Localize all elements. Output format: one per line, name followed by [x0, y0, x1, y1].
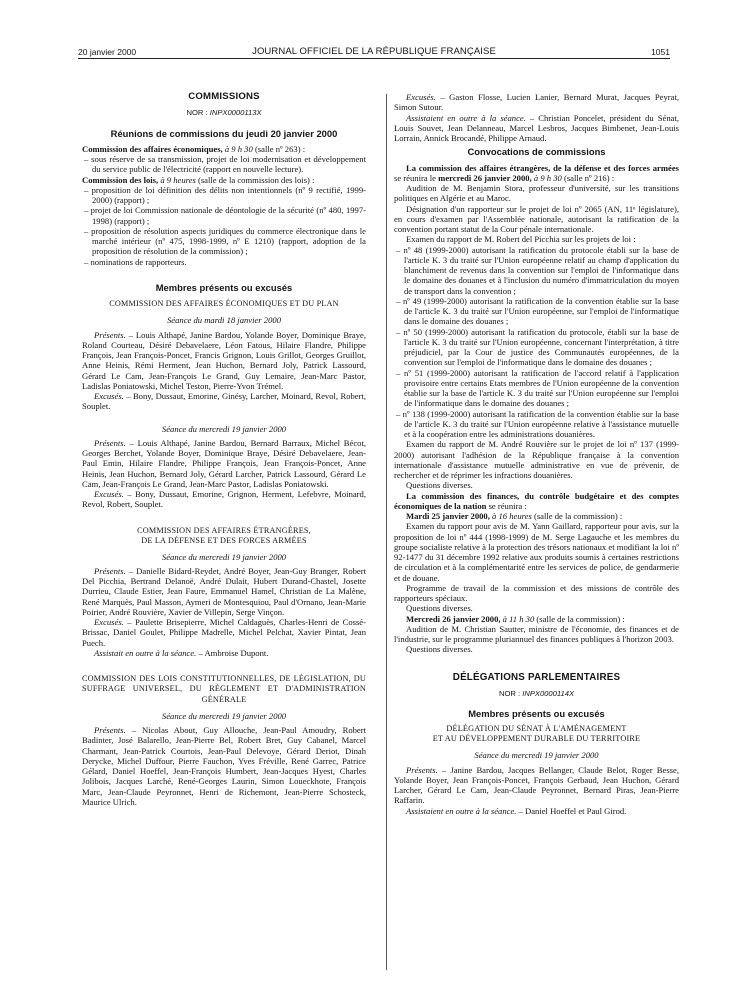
fin-date-line: [394, 511, 679, 521]
list-item: – sous réserve de sa transmission, projet de loi modernisation et développement du service public de l'électricité (rapport en nouvelle lecture).: [84, 154, 366, 175]
excuses-names: – Bony, Dussaut, Emorine, Ginésy, Larcher, Moinard, Revol, Robert, Souplet.: [82, 391, 367, 412]
presents-names: – Louis Althapé, Janine Bardou, Yolande Boyer, Dominique Braye, Roland Courteau, Désiré Debavelaere, Léon Fatous, Hilaire Flandre, Philippe François, Jean François-Poncet, Francis Grignon, Louis Grillot, Georges Gruillot, Anne Heinis, Rémi Herment, Jean Huchon, Bernard Joly, Patrick Lassourd, Gérard Le Cam, Jean-François Le Grand, Guy Lemaire, Jean-Marc Pastor, Ladislas Poniatowski, Michel Teston, Pierre-Yvon Trémel.: [82, 329, 366, 391]
header-page-number: 1051: [651, 47, 670, 57]
header-journal-title: JOURNAL OFFICIEL DE LA RÉPUBLIQUE FRANÇAISE: [252, 46, 496, 57]
delegation-line1: DÉLÉGATION DU SÉNAT À L'AMÉNAGEMENT: [446, 724, 627, 734]
nor-reference: [394, 689, 679, 699]
eco-lead: Commission des affaires économiques,: [82, 143, 223, 154]
lois-agenda-list: [82, 185, 366, 267]
nor-label: NOR :: [186, 108, 208, 118]
presents-label: Présents.: [94, 565, 126, 576]
etr-paragraph: Questions diverses.: [406, 480, 473, 491]
comm-lois-title: COMMISSION DES LOIS CONSTITUTIONNELLES, DE LÉGISLATION, DU SUFFRAGE UNIVERSEL, DU RÈGLEMENT ET D'ADMINISTRATION GÉNÉRALE: [82, 674, 366, 704]
eco-commission-line: [82, 144, 366, 154]
etr-lead: La commission des affaires étrangères, de la défense et des forces armées: [406, 162, 679, 173]
nor-reference: [82, 108, 366, 118]
eco-room: (salle nº 263) :: [254, 143, 306, 154]
lois-room: (salle de la commission des lois) :: [197, 174, 315, 185]
presents-names: – Danielle Bidard-Reydet, André Boyer, Jean-Guy Branger, Robert Del Picchia, Bertrand Delanoë, André Dulait, Hubert Durand-Chastel, Josette Durrieu, Claude Estier, Jean Faure, Emmanuel Hamel, Christian de La Malène, René Marquès, Paul Masson, Aymeri de Montesquiou, Paul d'Ornano, Jean-Marie Poirier, André Rouvière, Xavier de Villepin, Serge Vinçon.: [82, 565, 366, 617]
presents-names: – Janine Bardou, Jacques Bellanger, Claude Belot, Roger Besse, Yolande Boyer, Jean François-Poncet, François Gerbaud, Jean Huchon, Gérard Larcher, Gérard Le Cam, Jean-Claude Peyronnet, Bernard Piras, Jean-Pierre Raffarin.: [394, 764, 679, 806]
fin-paragraph: Questions diverses.: [406, 644, 473, 655]
seance-date: Séance du mercredi 19 janvier 2000: [161, 551, 287, 562]
excuses-label: Excusés.: [406, 92, 436, 102]
excuses-names: – Paulette Brisepierre, Michel Caldaguès, Charles-Henri de Cossé-Brissac, Daniel Goulet, Philippe Madrelle, Michel Pelchat, Xavier Pintat, Jean Puech.: [82, 617, 366, 648]
presents-label: Présents.: [406, 764, 438, 775]
list-item: – nº 49 (1999-2000) autorisant la ratification de la convention établie sur la base de l'article K. 3 du traité sur l'Union européenne, sur l'emploi de l'informatique dans le domaine des douanes ;: [396, 295, 679, 327]
lois-lead: Commission des lois,: [82, 174, 159, 185]
assistait-names: – Ambroise Dupont.: [198, 647, 269, 658]
presents-paragraph: [82, 566, 366, 617]
list-item: – nominations de rapporteurs.: [84, 256, 187, 267]
convocations-heading: Convocations de commissions: [467, 146, 606, 158]
assistait-paragraph: [82, 648, 366, 658]
fin-room1: (salle de la commission) :: [533, 511, 623, 521]
fin-paragraph: Examen du rapport pour avis de M. Yann Gaillard, rapporteur pour avis, sur la proposition de loi nº 444 (1998-1999) de M. Serge Lagauche et les membres du groupe socialiste relative à la protection des trésors nationaux et modifiant la loi nº 92-1477 du 31 décembre 1992 relative aux produits soumis à certaines restrictions de circulation et à la complémentarité entre les services de police, de gendarmerie et de douane.: [394, 521, 679, 583]
fin-paragraph: Audition de M. Christian Sautter, ministre de l'économie, des finances et de l'industrie, sur le programme pluriannuel des finances publiques à l'horizon 2003.: [394, 623, 679, 644]
excuses-names: – Bony, Dussaut, Emorine, Grignon, Herment, Lefebvre, Moinard, Revol, Robert, Souplet.: [82, 489, 366, 510]
comm-eco-title: COMMISSION DES AFFAIRES ÉCONOMIQUES ET DU PLAN: [109, 299, 339, 308]
etr-paragraph: Désignation d'un rapporteur sur le projet de loi nº 2065 (AN, 11ᵉ législature), en cours d'examen par l'Assemblée nationale, autorisant la ratification de la convention portant statut de la Cour pénale internationale.: [394, 203, 679, 234]
fin-mid: se réunira :: [488, 500, 527, 511]
etr-paragraph: Examen du rapport de M. Robert del Picchia sur les projets de loi :: [406, 234, 636, 245]
fin-lead: La commission des finances, du contrôle budgétaire et des comptes économiques de la nation: [394, 490, 679, 511]
excuses-paragraph: [82, 489, 366, 510]
list-item: – proposition de résolution aspects juridiques du commerce électronique dans le marché intérieur (nº 475, 1998-1999, nº E 1210) (rapport, adoption de la proposition de résolution de la commission) ;: [84, 225, 366, 257]
presents-label: Présents.: [94, 725, 126, 735]
lois-time: à 9 heures: [160, 174, 196, 185]
eco-agenda-list: [82, 154, 366, 175]
assistaient-label: Assistaient en outre à la séance.: [406, 805, 517, 816]
membres-heading: Membres présents ou excusés: [155, 281, 293, 293]
presents-paragraph: [394, 765, 679, 806]
fin-time2: à 11 h 30: [502, 613, 535, 624]
fin-convocation-line: [394, 491, 679, 512]
header-date: 20 janvier 2000: [78, 47, 137, 57]
fin-date-line: [394, 614, 679, 624]
list-item: – nº 51 (1999-2000) autorisant la ratification de l'accord relatif à l'application provisoire entre certains Etats membres de l'Union européenne de la convention établie sur la base de l'article K. 3 du traité sur l'Union européenne sur l'emploi de l'informatique dans le domaine des douanes ;: [396, 367, 679, 409]
reunions-heading: Réunions de commissions du jeudi 20 janvier 2000: [110, 127, 338, 139]
nor-label: NOR :: [498, 688, 521, 698]
excuses-paragraph: [394, 92, 679, 113]
list-item: – proposition de loi définition des délits non intentionnels (nº 9 rectifié, 1999-2000) (rapport) ;: [84, 184, 366, 205]
etr-paragraph: Examen du rapport de M. André Rouvière sur le projet de loi nº 137 (1999-2000) autorisant l'adhésion de la République française à la convention internationale d'assistance mutuelle administrative en vue de prévenir, de rechercher et de réprimer les infractions douanières.: [394, 439, 679, 480]
fin-paragraph: Programme de travail de la commission et des missions de contrôle des rapporteurs spéciaux.: [394, 582, 679, 603]
assistaient-paragraph: [394, 113, 679, 144]
fin-paragraph: Questions diverses.: [406, 603, 473, 614]
assistaient-names: – Daniel Hoeffel et Paul Girod.: [518, 805, 627, 816]
etr-projets-list: [394, 245, 679, 440]
nor-code: INPX0000113X: [209, 108, 262, 118]
fin-room2: (salle de la commission) :: [536, 613, 625, 624]
list-item: – nº 138 (1999-2000) autorisant la ratification de la convention établie sur la base de l'article K. 3 du traité sur l'Union européenne relative à l'assistance mutuelle et à la coopération entre les administrations douanières.: [396, 408, 679, 439]
right-column: [394, 92, 679, 816]
fin-date1: Mardi 25 janvier 2000,: [406, 511, 490, 521]
comm-etr-line2: DE LA DÉFENSE ET DES FORCES ARMÉES: [141, 535, 307, 545]
presents-names: – Louis Althapé, Janine Bardou, Bernard Barraux, Michel Bécot, Georges Berchet, Yolande Boyer, Dominique Braye, Désiré Debavelaere, Jean-Paul Emin, Hilaire Flandre, Philippe François, Jean François-Poncet, Anne Heinis, Jean Huchon, Bernard Joly, Gérard Larcher, Patrick Lassourd, Gérard Le Cam, Jean-François Le Grand, Jean-Marc Pastor, Ladislas Poniatowski.: [82, 437, 366, 489]
header-rule: [78, 58, 670, 59]
lois-commission-line: [82, 175, 366, 185]
assistaient-paragraph: [394, 806, 679, 816]
etr-paragraph: Audition de M. Benjamin Stora, professeur d'université, sur les transitions politiques en Algérie et au Maroc.: [394, 183, 679, 204]
presents-label: Présents.: [94, 329, 126, 340]
list-item: – nº 50 (1999-2000) autorisant la ratification du protocole, établi sur la base de l'article K. 3 du traité sur l'Union européenne, concernant l'interprétation, à titre préjudiciel, par la Cour de justice des Communautés européennes, de la convention sur l'emploi de l'informatique dans le domaine des douanes ;: [396, 326, 679, 368]
eco-time: à 9 h 30: [224, 143, 253, 154]
excuses-label: Excusés.: [94, 489, 124, 499]
presents-names: – Nicolas About, Guy Allouche, Jean-Paul Amoudry, Robert Badinter, José Balarello, Jean-Pierre Bel, Robert Bret, Guy Cabanel, Marcel Charmant, Jean-Patrick Courtois, Jean-Paul Delevoye, Gérard Deriot, Dinah Derycke, Michel Duffour, Pierre Fauchon, Yves Fréville, René Garrec, Patrice Gélard, Daniel Hoeffel, Jean-François Humbert, Jean-Jacques Hyest, Charles Jolibois, Jacques Larché, René-Georges Laurin, Simon Loueckhote, François Marc, Jean-Claude Peyronnet, Henri de Richemont, Jean-Pierre Schosteck, Maurice Ulrich.: [82, 725, 366, 807]
membres-heading: Membres présents ou excusés: [468, 708, 605, 719]
nor-code: INPX0000114X: [522, 688, 575, 698]
list-item: – projet de loi Commission nationale de déontologie de la sécurité (nº 480, 1997-1998) (rapport) ;: [84, 205, 366, 226]
etr-room: (salle nº 216) :: [563, 172, 615, 183]
presents-paragraph: [82, 725, 366, 807]
excuses-paragraph: [82, 617, 366, 648]
presents-label: Présents.: [94, 437, 126, 448]
delegation-title: [394, 724, 679, 744]
assistaient-label: Assistaient en outre à la séance.: [406, 112, 526, 123]
excuses-paragraph: [82, 391, 366, 412]
seance-date: Séance du mercredi 19 janvier 2000: [161, 423, 287, 434]
comm-etr-title: [82, 526, 366, 546]
etr-mid: se réunira le: [394, 172, 436, 183]
etr-time: à 9 h 30: [533, 172, 562, 183]
left-column: [82, 92, 366, 807]
excuses-label: Excusés.: [94, 617, 124, 627]
assistaient-names: – Christian Poncelet, président du Sénat, Louis Souvet, Jean Delanneau, Marcel Lesbros, Jacques Bimbenet, Jean-Louis Lorrain, Annick Brocandé, Philippe Arnaud.: [394, 112, 679, 143]
seance-date: Séance du mercredi 19 janvier 2000: [474, 750, 599, 761]
section-title-delegations: DÉLÉGATIONS PARLEMENTAIRES: [452, 671, 621, 683]
fin-date2: Mercredi 26 janvier 2000,: [406, 613, 501, 624]
section-title-commissions: COMMISSIONS: [188, 91, 260, 102]
presents-paragraph: [82, 438, 366, 489]
etr-convocation-line: [394, 163, 679, 184]
column-divider: [386, 94, 387, 970]
seance-date: Séance du mercredi 19 janvier 2000: [161, 710, 287, 721]
comm-etr-line1: COMMISSION DES AFFAIRES ÉTRANGÈRES,: [137, 525, 311, 535]
delegation-line2: ET AU DÉVELOPPEMENT DURABLE DU TERRITOIRE: [432, 734, 641, 744]
list-item: – nº 48 (1999-2000) autorisant la ratification du protocole établi sur la base de l'article K. 3 du traité sur l'Union européenne relatif au champ d'application du blanchiment de revenus dans la convention sur l'emploi de l'informatique dans le domaine des douanes et à l'inclusion du numéro d'immatriculation du moyen de transport dans la convention ;: [396, 244, 679, 296]
etr-date: mercredi 26 janvier 2000,: [438, 172, 532, 183]
seance-date: Séance du mardi 18 janvier 2000: [166, 315, 281, 326]
assistait-label: Assistait en outre à la séance.: [94, 647, 197, 658]
excuses-label: Excusés.: [94, 391, 124, 401]
excuses-names: – Gaston Flosse, Lucien Lanier, Bernard Murat, Jacques Peyrat, Simon Sutour.: [394, 92, 679, 113]
fin-time1: à 16 heures: [492, 511, 532, 521]
presents-paragraph: [82, 330, 366, 392]
